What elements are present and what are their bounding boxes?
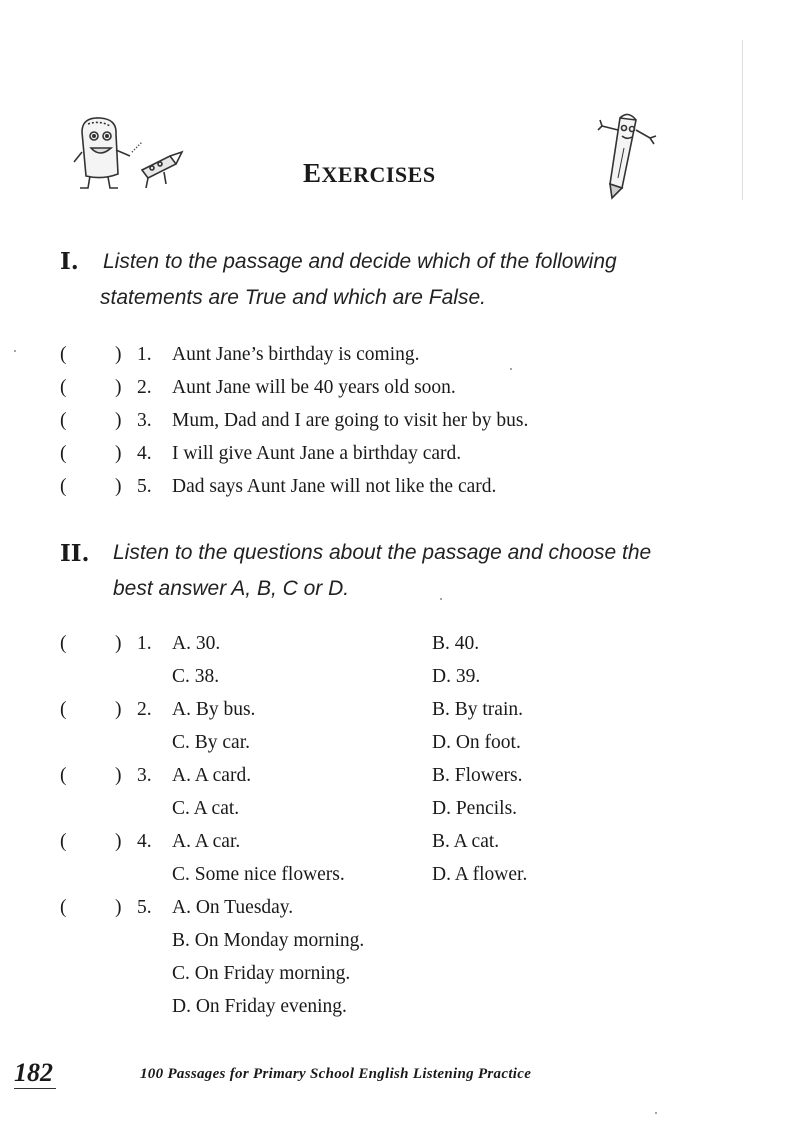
- page-title: [303, 158, 436, 189]
- answer-paren-left: (: [60, 765, 67, 786]
- option-left: A. A card.: [172, 765, 252, 786]
- answer-paren-right: ): [115, 476, 122, 497]
- book-title-footer: 100 Passages for Primary School English Listening Practice: [140, 1066, 532, 1082]
- option-right: B. A cat.: [432, 831, 500, 852]
- answer-paren-right: ): [115, 831, 122, 852]
- scan-margin-mark: [742, 40, 743, 200]
- pencil-cartoon-illustration: [596, 108, 666, 200]
- question-row: [60, 990, 700, 1023]
- answer-paren-left: (: [60, 897, 67, 918]
- scan-speck: [14, 350, 16, 352]
- question-number: 5.: [137, 897, 152, 918]
- answer-paren-right: ): [115, 344, 122, 365]
- answer-paren-left: (: [60, 476, 67, 497]
- question-row: [60, 891, 700, 924]
- option-right: B. 40.: [432, 633, 480, 654]
- answer-paren-right: ): [115, 897, 122, 918]
- answer-paren-left: (: [60, 443, 67, 464]
- answer-paren-left: (: [60, 377, 67, 398]
- answer-paren-left: (: [60, 344, 67, 365]
- statement-row: [60, 470, 700, 503]
- option-left: C. Some nice flowers.: [172, 864, 345, 885]
- statement-row: [60, 371, 700, 404]
- scan-speck: [655, 1112, 657, 1114]
- answer-paren-left: (: [60, 831, 67, 852]
- item-number: 1.: [137, 344, 152, 365]
- answer-paren-left: (: [60, 410, 67, 431]
- question-number: 1.: [137, 633, 152, 654]
- section-1-number: I.: [60, 248, 79, 275]
- page-number-underline: [14, 1088, 56, 1089]
- option-right: D. On foot.: [432, 732, 521, 753]
- question-row: [60, 858, 700, 891]
- question-row: [60, 825, 700, 858]
- question-number: 3.: [137, 765, 152, 786]
- page-number: 182: [14, 1058, 53, 1087]
- option-right: D. A flower.: [432, 864, 528, 885]
- option-left: C. By car.: [172, 732, 250, 753]
- statement-text: I will give Aunt Jane a birthday card.: [172, 443, 462, 464]
- section-1-instruction-line1: Listen to the passage and decide which of the following: [103, 250, 617, 273]
- option-right: D. 39.: [432, 666, 481, 687]
- option-right: D. Pencils.: [432, 798, 518, 819]
- item-number: 2.: [137, 377, 152, 398]
- section-2-number: II.: [60, 540, 90, 567]
- option-left: D. On Friday evening.: [172, 996, 347, 1017]
- option-left: A. A car.: [172, 831, 241, 852]
- answer-paren-right: ): [115, 699, 122, 720]
- answer-paren-left: (: [60, 699, 67, 720]
- question-row: [60, 693, 700, 726]
- question-number: 4.: [137, 831, 152, 852]
- statement-text: Aunt Jane’s birthday is coming.: [172, 344, 420, 365]
- option-left: C. A cat.: [172, 798, 240, 819]
- scan-speck: [440, 598, 442, 600]
- option-left: A. On Tuesday.: [172, 897, 294, 918]
- section-2-instruction-line1: Listen to the questions about the passage and choose the: [113, 541, 652, 564]
- option-left: C. On Friday morning.: [172, 963, 351, 984]
- title-rest: XERCISES: [321, 162, 436, 187]
- eraser-cartoon-illustration: [72, 112, 192, 192]
- option-left: C. 38.: [172, 666, 220, 687]
- answer-paren-left: (: [60, 633, 67, 654]
- question-row: [60, 627, 700, 660]
- option-left: A. By bus.: [172, 699, 256, 720]
- answer-paren-right: ): [115, 765, 122, 786]
- item-number: 5.: [137, 476, 152, 497]
- section-2-instruction-line2: best answer A, B, C or D.: [113, 577, 350, 600]
- statement-text: Mum, Dad and I are going to visit her by bus.: [172, 410, 529, 431]
- statement-row: [60, 338, 700, 371]
- statement-text: Aunt Jane will be 40 years old soon.: [172, 377, 456, 398]
- scan-speck: [510, 368, 512, 370]
- answer-paren-right: ): [115, 633, 122, 654]
- answer-paren-right: ): [115, 410, 122, 431]
- answer-paren-right: ): [115, 443, 122, 464]
- answer-paren-right: ): [115, 377, 122, 398]
- question-row: [60, 792, 700, 825]
- statement-text: Dad says Aunt Jane will not like the card.: [172, 476, 497, 497]
- option-right: B. Flowers.: [432, 765, 523, 786]
- section-1-instruction-line2: statements are True and which are False.: [100, 286, 486, 309]
- title-initial: E: [303, 158, 322, 188]
- question-row: [60, 924, 700, 957]
- question-row: [60, 759, 700, 792]
- item-number: 3.: [137, 410, 152, 431]
- statement-row: [60, 404, 700, 437]
- option-left: B. On Monday morning.: [172, 930, 365, 951]
- question-row: [60, 957, 700, 990]
- option-right: B. By train.: [432, 699, 523, 720]
- question-number: 2.: [137, 699, 152, 720]
- option-left: A. 30.: [172, 633, 221, 654]
- item-number: 4.: [137, 443, 152, 464]
- question-row: [60, 660, 700, 693]
- statement-row: [60, 437, 700, 470]
- question-row: [60, 726, 700, 759]
